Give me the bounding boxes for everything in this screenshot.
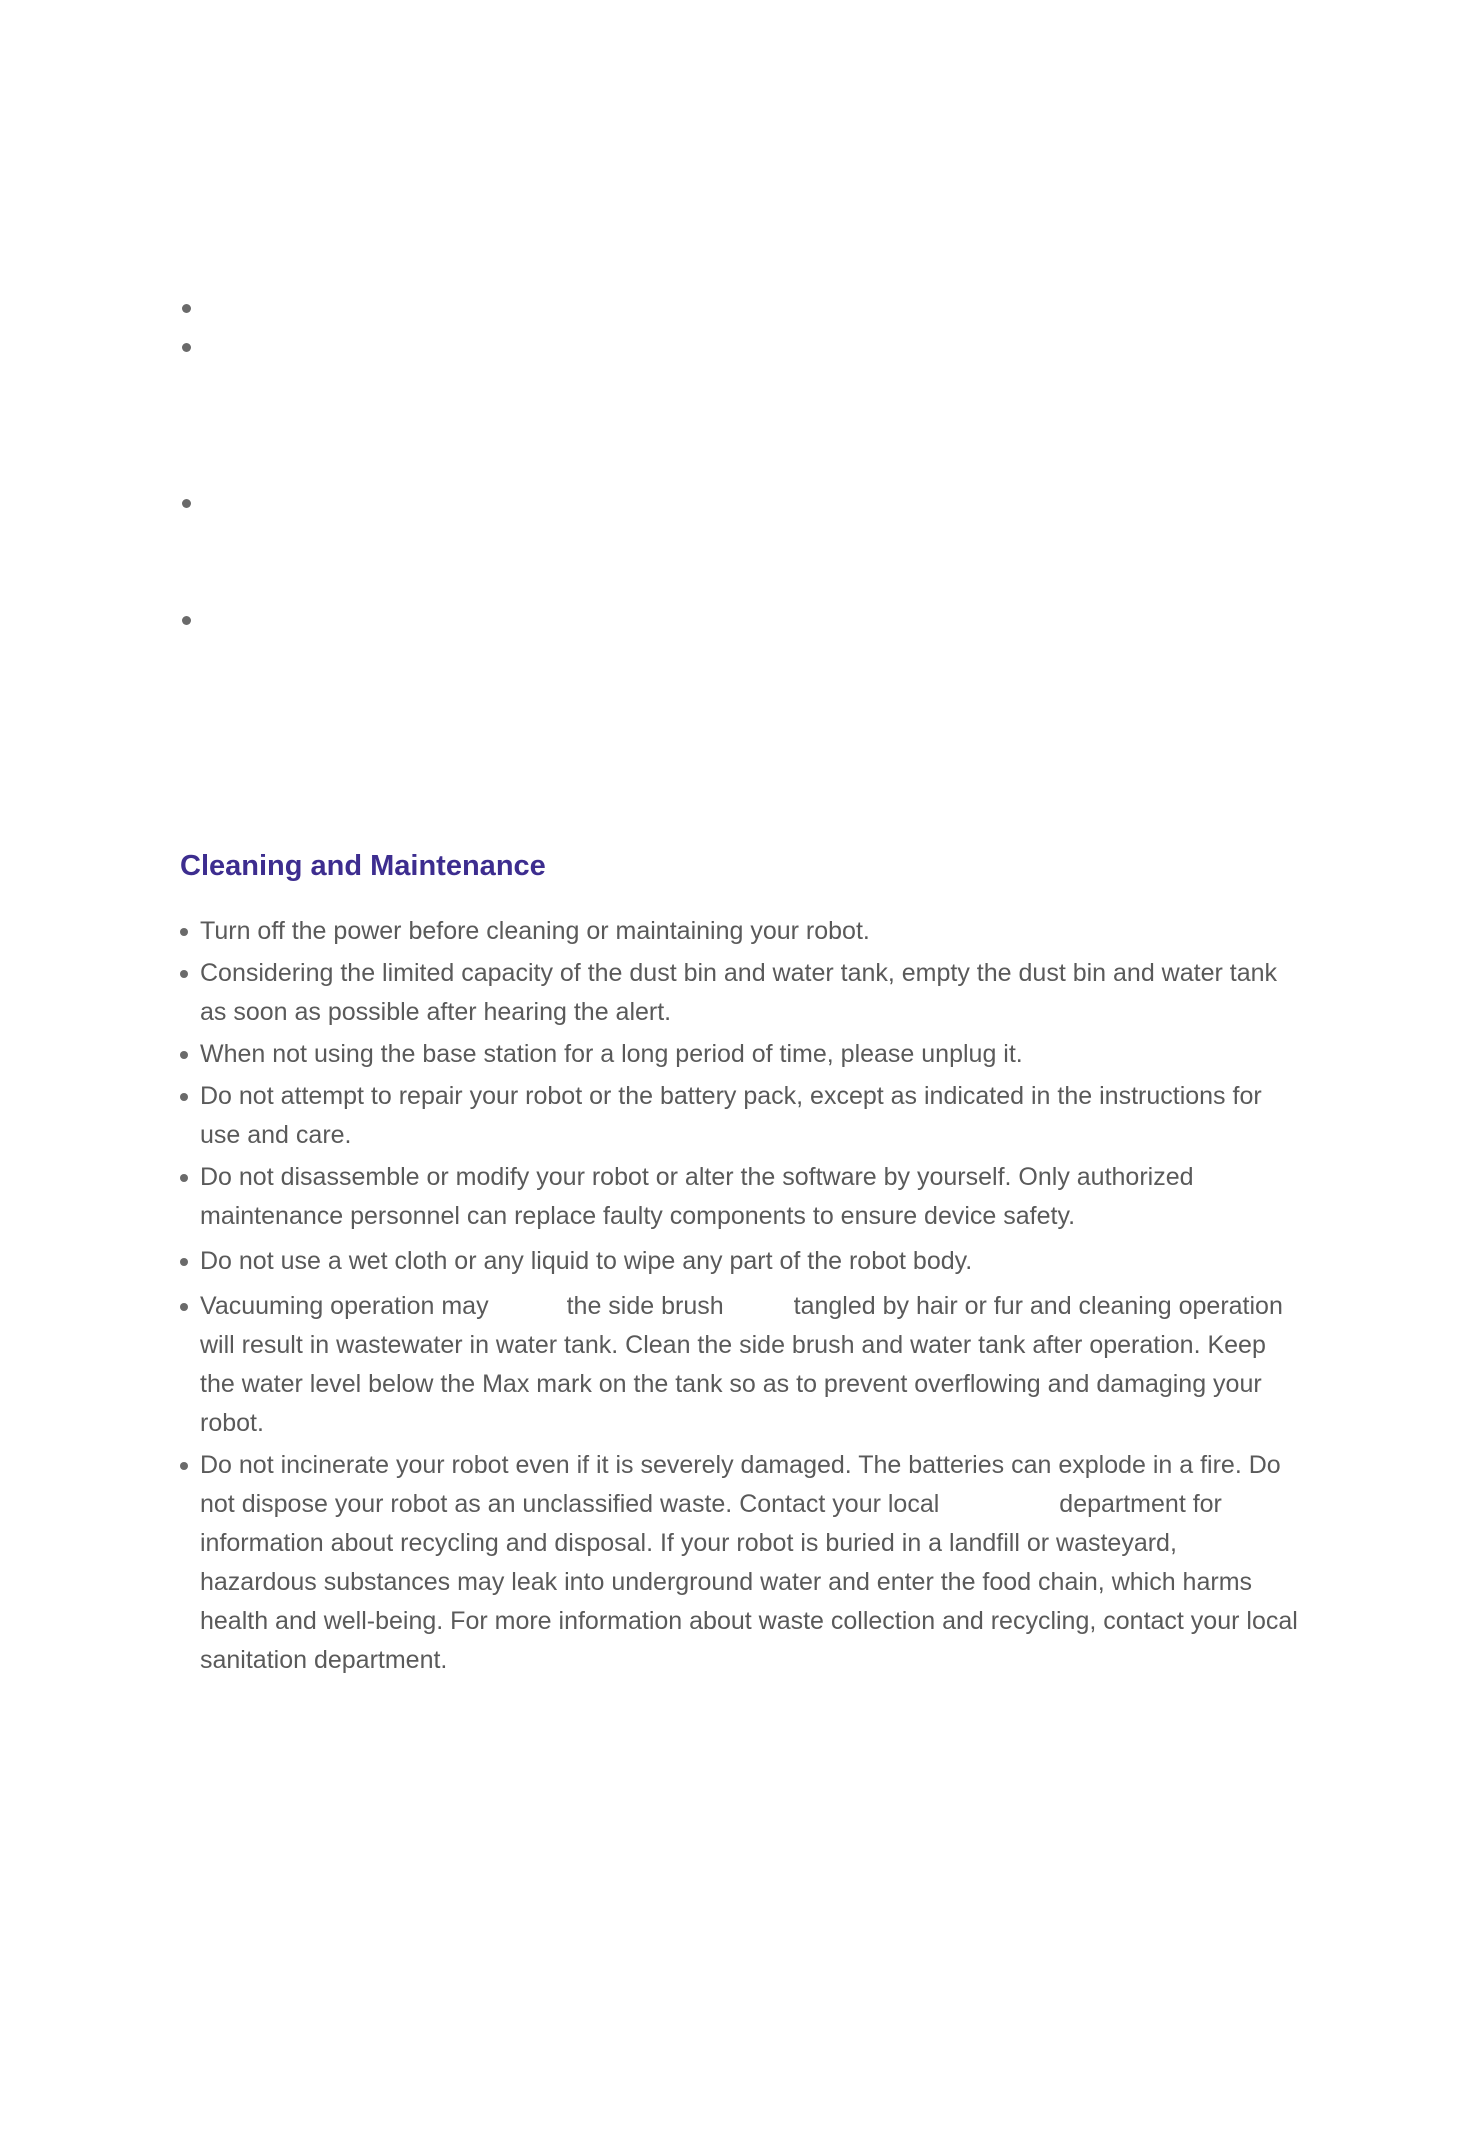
item-text: department for information about recycling and disposal. If your robot is buried in a landfill or wasteyard, hazardous substances may leak into underground water and enter the food chain, which harms health and well-being. For more information about waste collection and recycling, contact your local sanitation department. (200, 1490, 1298, 1674)
list-item: When not using the base station for a long period of time, please unplug it. (180, 1035, 1300, 1074)
list-item: Do not attempt to repair your robot or the battery pack, except as indicated in the instructions for use and care. (180, 1077, 1300, 1155)
bullet-marker (182, 499, 191, 508)
list-item (180, 1287, 1300, 1443)
bullet-marker (182, 343, 191, 352)
bullet-marker (182, 616, 191, 625)
list-item: Considering the limited capacity of the dust bin and water tank, empty the dust bin and water tank as soon as possible after hearing the alert. (180, 954, 1300, 1032)
item-text: tangled by hair or fur and cleaning operation will result in wastewater in water tank. Clean the side brush and water tank after operation. Keep the water level below the Max mark on the tank so as to prevent overflowing and damaging your robot. (200, 1292, 1283, 1437)
item-text: Do not incinerate your robot even if it is severely damaged. The batteries can explode in a fire. Do not dispose your robot as an unclassified waste. Contact your local (200, 1451, 1281, 1518)
item-text: the side brush (566, 1292, 724, 1320)
list-item: Do not use a wet cloth or any liquid to wipe any part of the robot body. (180, 1242, 1300, 1281)
list-item (180, 1446, 1300, 1680)
section-title: Cleaning and Maintenance (180, 850, 546, 882)
item-text: Vacuuming operation may (200, 1292, 489, 1320)
list-item: Turn off the power before cleaning or maintaining your robot. (180, 912, 1300, 951)
bullet-marker (182, 304, 191, 313)
maintenance-list (180, 912, 1300, 1683)
list-item: Do not disassemble or modify your robot or alter the software by yourself. Only authorized maintenance personnel can replace faulty components to ensure device safety. (180, 1158, 1300, 1236)
